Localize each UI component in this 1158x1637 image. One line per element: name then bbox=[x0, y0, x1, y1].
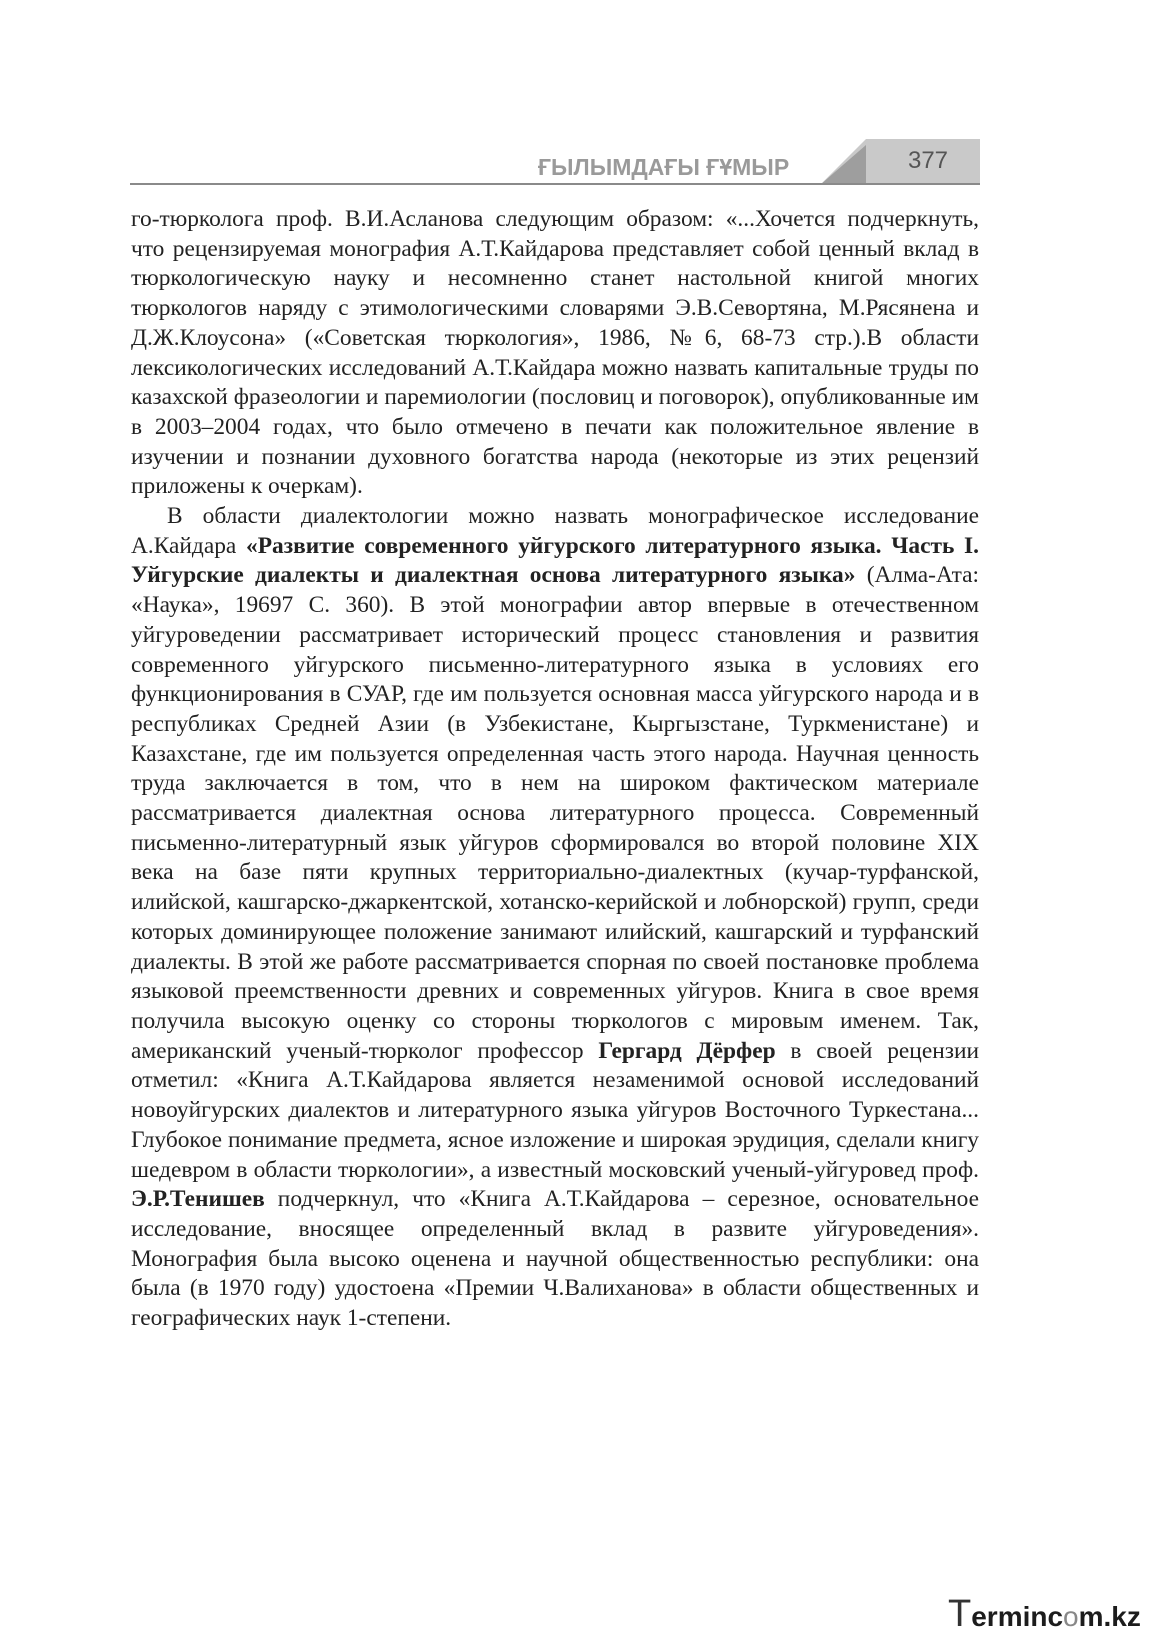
paragraph-1 bbox=[131, 205, 979, 502]
paragraph-2-text-4: подчеркнул, что «Книга А.Т.Кайдарова – серезное, основательное исследование, вносящее определенный вклад в развите уйгуроведения». Монография была высоко оценена и научной общественностью республики: она была (в 1970 году) удостоена «Премии Ч.Валиханова» в области общественных и географических наук 1-степени. bbox=[131, 1186, 979, 1332]
watermark-t: T bbox=[948, 1593, 972, 1635]
page-number: 377 bbox=[907, 147, 949, 174]
watermark-middle: erminc bbox=[971, 1601, 1064, 1632]
person-name-doerfer: Гергард Дёрфер bbox=[598, 1037, 776, 1064]
watermark-suffix: m.kz bbox=[1078, 1601, 1141, 1632]
termincom-watermark bbox=[948, 1593, 1148, 1635]
header-divider bbox=[130, 183, 980, 185]
article-body bbox=[131, 205, 979, 1334]
watermark-o: o bbox=[1063, 1601, 1079, 1632]
paragraph-2-text-3: в своей рецензии отметил: «Книга А.Т.Кайдарова является незаменимой основой исследований новоуйгурских диалектов и литературного языка уйгуров Восточного Туркестана... Глубокое понимание предмета, ясное изложение и широкая эрудиция, сделали книгу шедевром в области тюркологии», а известный московский ученый-уйгуровед проф. bbox=[131, 1037, 979, 1183]
book-title-bold: «Развитие современного уйгурского литературного языка. Часть I. Уйгурские диалекты и диалектная основа литературного языка» bbox=[131, 532, 980, 589]
paragraph-2-text-2: (Алма-Ата: «Наука», 19697 С. 360). В этой монографии автор впервые в отечественном уйгуроведении рассматривает исторический процесс становления и развития современного уйгурского письменно-литературного языка в условиях его функционирования в СУАР, где им пользуется основная масса уйгурского народа и в республиках Средней Азии (в Узбекистане, Кыргызстане, Туркменистане) и Казахстане, где им пользуется определенная часть этого народа. Научная ценность труда заключается в том, что в нем на широком фактическом материале рассматривается диалектная основа литературного процесса. Современный письменно-литературный язык уйгуров сформировался во второй половине XIX века на базе пяти крупных территориально-диалектных (кучар-турфанской, илийской, кашгарско-джаркентской, хотанско-керийской и лобнорской) групп, среди которых доминирующее положение занимают илийский, кашгарский и турфанский диалекты. В этой же работе рассматривается спорная по своей постановке проблема языковой преемственности древних и современных уйгуров. Книга в свое время получила высокую оценку со стороны тюркологов с мировым именем. Так, американский ученый-тюрколог профессор bbox=[131, 562, 979, 1064]
section-title: ҒЫЛЫМДАҒЫ ҒҰМЫР bbox=[538, 154, 790, 180]
paragraph-2 bbox=[131, 502, 979, 1334]
paragraph-2-text-1: В области диалектологии можно назвать монографическое исследование А.Кайдара bbox=[131, 503, 979, 559]
person-name-tenishev: Э.Р.Тенишев bbox=[131, 1186, 265, 1213]
paragraph-1-text: го-тюрколога проф. В.И.Асланова следующим образом: «...Хочется подчеркнуть, что рецензируемая монография А.Т.Кайдарова представляет собой ценный вклад в тюркологическую науку и несомненно станет настольной книгой многих тюркологов наряду с этимологическими словарями Э.В.Севортяна, М.Рясянена и Д.Ж.Клоусона» («Советская тюркология», 1986, №6, 68-73 стр.).В области лексикологических исследований А.Т.Кайдара можно назвать капитальные труды по казахской фразеологии и паремиологии (пословиц и поговорок), опубликованные им в 2003–2004 годах, что было отмечено в печати как положительное явление в изучении и познании духовного богатства народа (некоторые из этих рецензий приложены к очеркам). bbox=[131, 206, 979, 500]
